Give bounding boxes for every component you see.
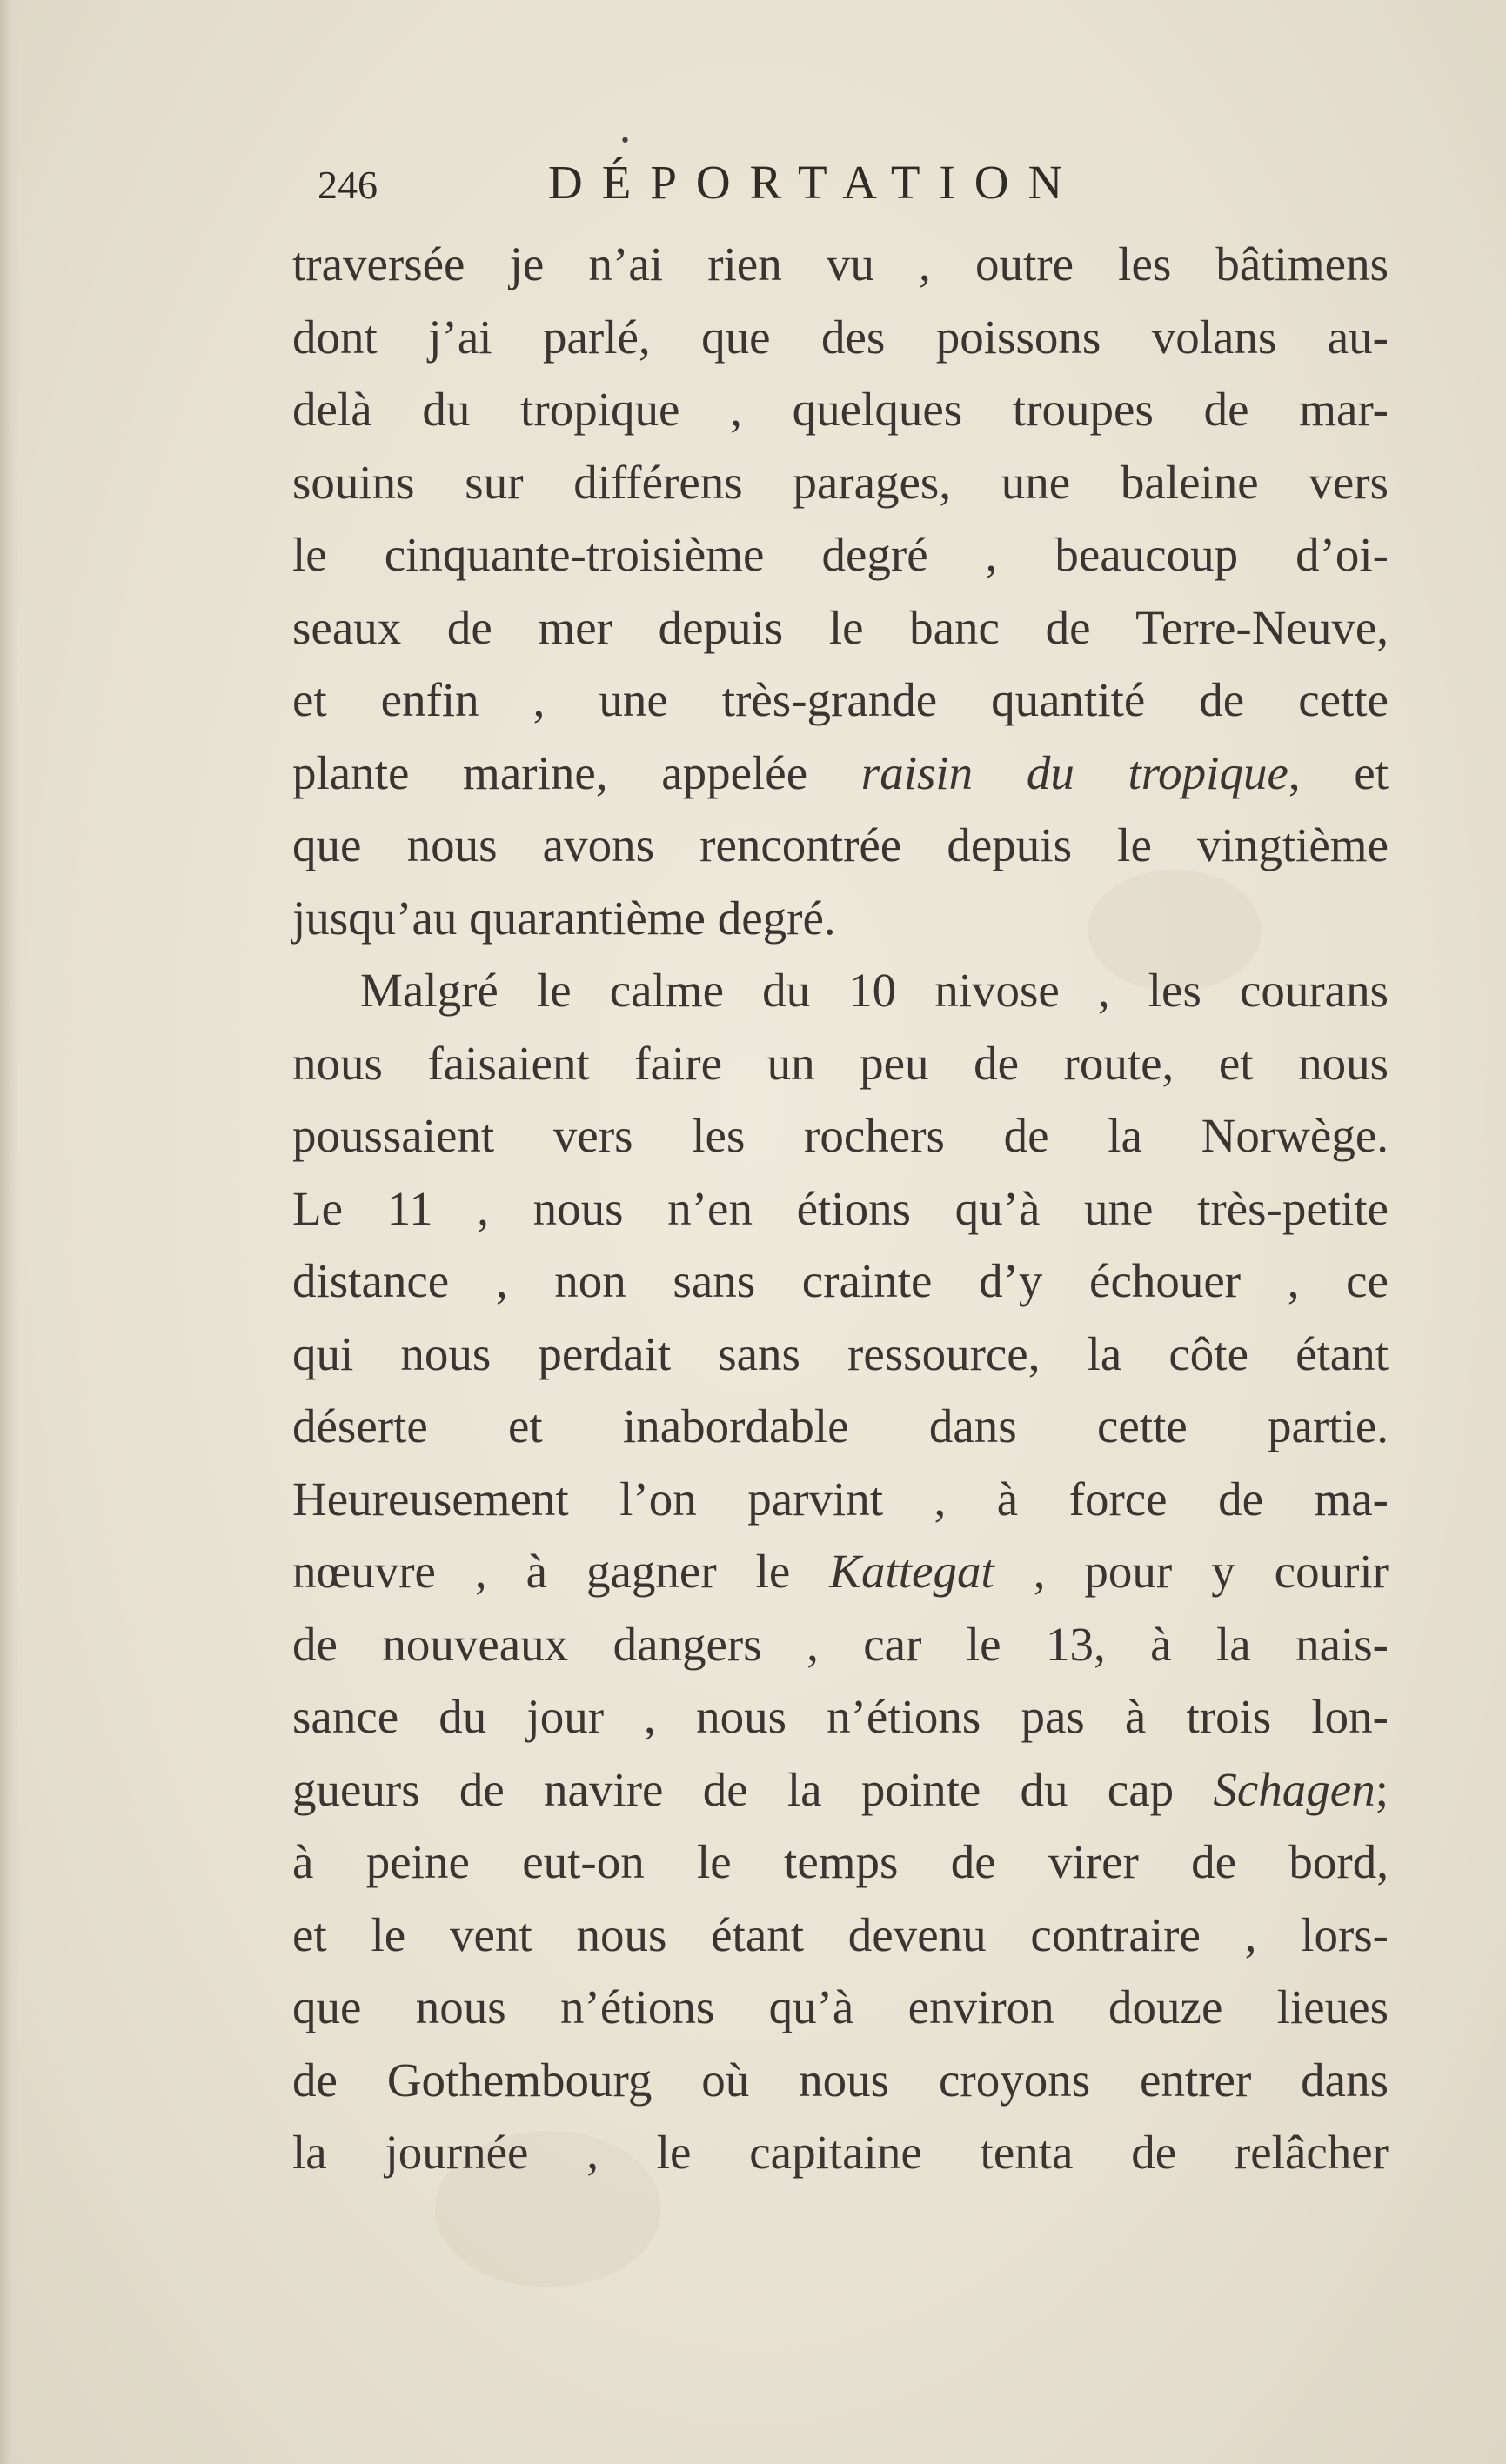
text-line: à peine eut-on le temps de virer de bord, bbox=[292, 1835, 1389, 1888]
ink-speck: • bbox=[619, 130, 631, 152]
text-line: sance du jour , nous n’étions pas à trois lon- bbox=[292, 1690, 1389, 1743]
text-line: et enfin , une très-grande quantité de cette bbox=[292, 673, 1389, 726]
text-line: poussaient vers les rochers de la Norwège. bbox=[292, 1109, 1389, 1162]
text-line: nœuvre , à gagner le Kattegat , pour y courir bbox=[292, 1545, 1389, 1598]
text-line: Heureusement l’on parvint , à force de ma- bbox=[292, 1472, 1389, 1526]
body-text bbox=[292, 228, 1389, 2189]
italic-term: Schagen bbox=[1213, 1762, 1375, 1816]
text-line: Malgré le calme du 10 nivose , les courans bbox=[360, 964, 1389, 1017]
text-line: que nous n’étions qu’à environ douze lieues bbox=[292, 1980, 1389, 2033]
text-line: souins sur différens parages, une baleine vers bbox=[292, 455, 1389, 509]
text-line: plante marine, appelée raisin du tropique, et bbox=[292, 745, 1389, 799]
text-line: et le vent nous étant devenu contraire , lors- bbox=[292, 1907, 1389, 1961]
text-line: delà du tropique , quelques troupes de mar- bbox=[292, 383, 1389, 436]
text-line: la journée , le capitaine tenta de relâcher bbox=[292, 2126, 1389, 2179]
page-number: 246 bbox=[318, 163, 378, 207]
text-line: nous faisaient faire un peu de route, et nous bbox=[292, 1036, 1389, 1090]
text-line: Le 11 , nous n’en étions qu’à une très-petite bbox=[292, 1181, 1389, 1235]
text-line: qui nous perdait sans ressource, la côte étant bbox=[292, 1326, 1389, 1380]
text-line: jusqu’au quarantième degré. bbox=[292, 891, 836, 945]
text-line: le cinquante-troisième degré , beaucoup d’oi- bbox=[292, 528, 1389, 581]
italic-term: raisin du tropique bbox=[860, 745, 1288, 799]
italic-term: Kattegat bbox=[829, 1545, 994, 1598]
running-head: DÉPORTATION bbox=[548, 156, 1082, 209]
text-line: dont j’ai parlé, que des poissons volans au- bbox=[292, 310, 1389, 364]
text-line: que nous avons rencontrée depuis le vingtième bbox=[292, 818, 1389, 871]
text-line: seaux de mer depuis le banc de Terre-Neuve, bbox=[292, 600, 1389, 654]
text-line: déserte et inabordable dans cette partie. bbox=[292, 1399, 1389, 1452]
text-line: de nouveaux dangers , car le 13, à la nais- bbox=[292, 1617, 1389, 1671]
text-line: distance , non sans crainte d’y échouer , ce bbox=[292, 1254, 1389, 1307]
text-line: gueurs de navire de la pointe du cap Schagen; bbox=[292, 1762, 1389, 1816]
text-line: de Gothembourg où nous croyons entrer dans bbox=[292, 2053, 1389, 2107]
text-line: traversée je n’ai rien vu , outre les bâtimens bbox=[292, 237, 1389, 290]
page-edge-shadow bbox=[0, 0, 19, 2464]
page-header bbox=[313, 146, 1183, 216]
